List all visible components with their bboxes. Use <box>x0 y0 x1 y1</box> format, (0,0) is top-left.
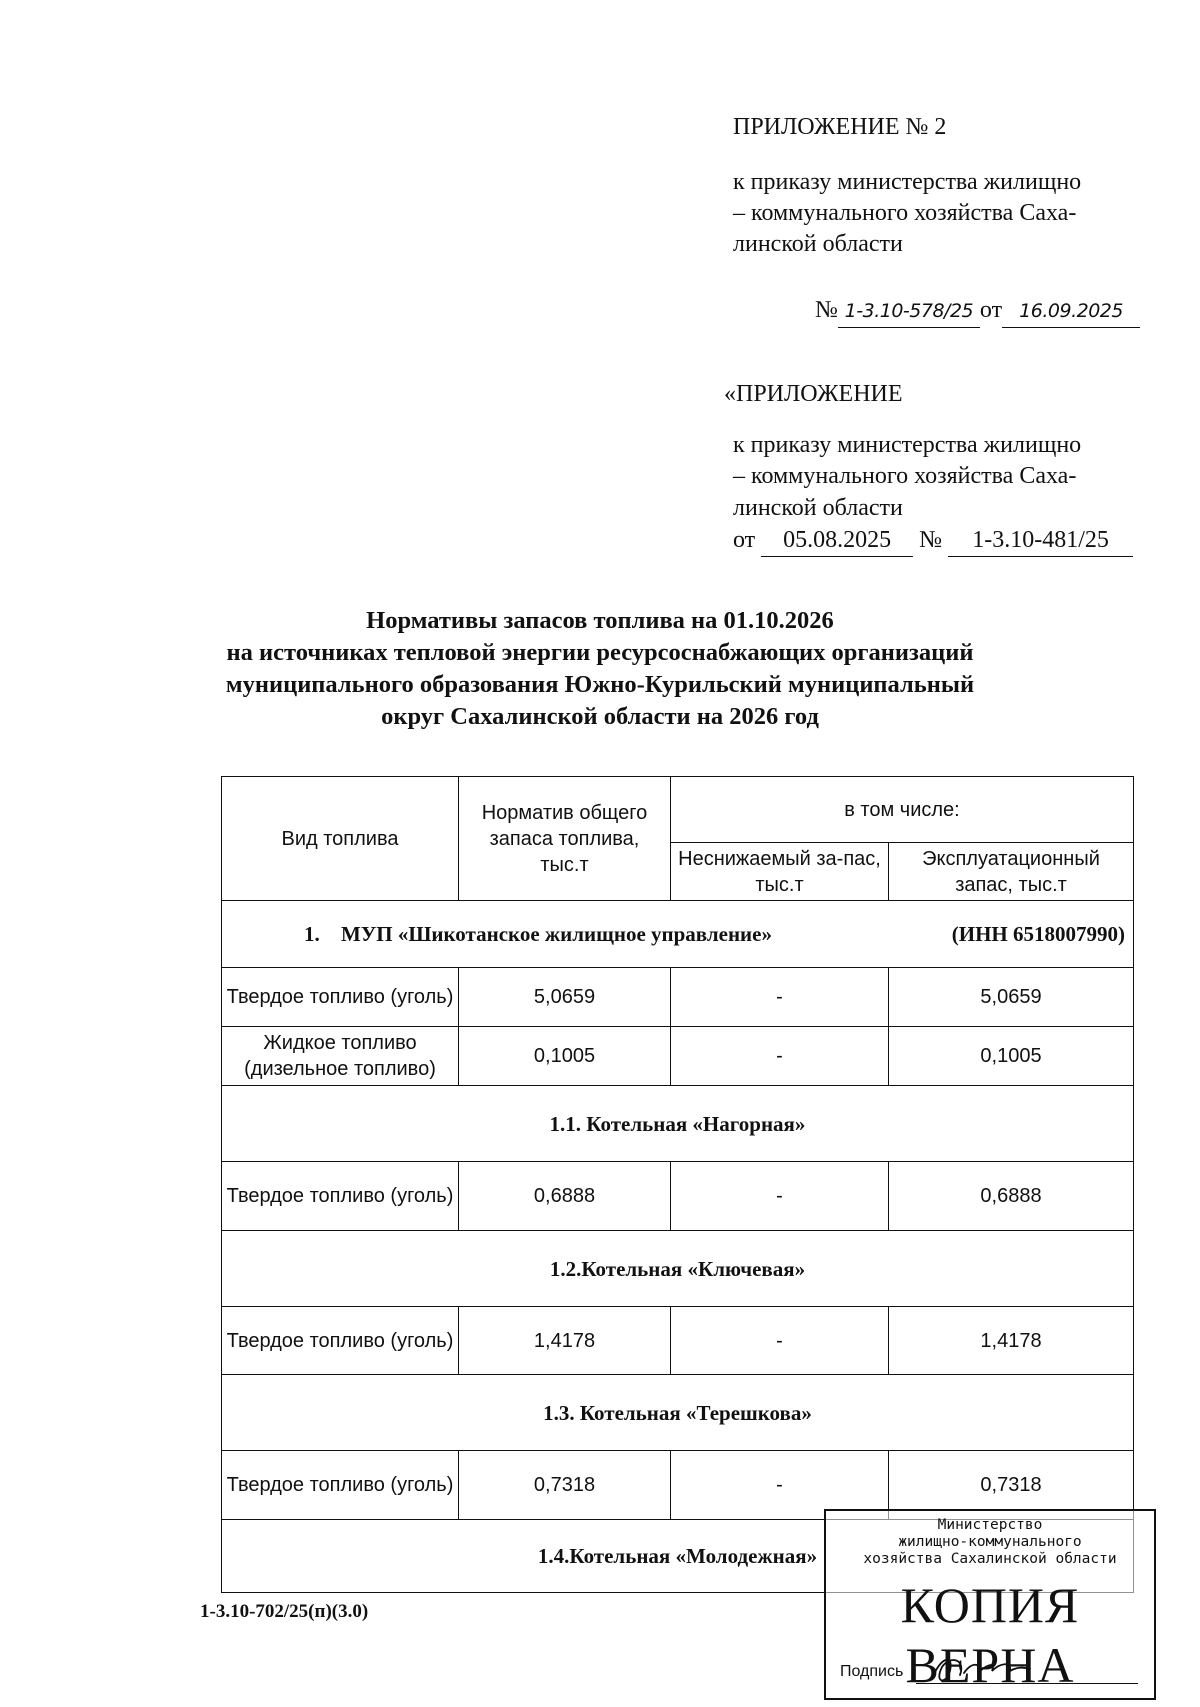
stamp-main-text: КОПИЯ ВЕРНА <box>900 1577 1080 1693</box>
cell-reserve: - <box>671 1027 889 1086</box>
appendix-line-3: линской области <box>733 231 903 257</box>
cell-operational: 5,0659 <box>889 968 1134 1027</box>
doc-number: 1-3.10-702/25(п)(3.0) <box>200 1601 369 1622</box>
org-cell <box>222 901 1134 968</box>
section-title: 1.3. Котельная «Терешкова» <box>222 1375 1134 1451</box>
orig-appendix-line-2: – коммунального хозяйства Саха- <box>733 463 1077 489</box>
orig-appendix-title: «ПРИЛОЖЕНИЕ <box>724 381 903 407</box>
copy-certified-stamp <box>824 1509 1156 1700</box>
appendix-line-1: к приказу министерства жилищно <box>733 169 1082 195</box>
cell-total: 0,6888 <box>459 1162 671 1231</box>
orig-appendix-date: 05.08.2025 <box>761 525 913 557</box>
table-row <box>222 1307 1134 1375</box>
appendix-line-2: – коммунального хозяйства Саха- <box>733 200 1077 226</box>
orig-appendix-line-3: линской области <box>733 495 903 521</box>
table-header-row <box>222 777 1134 843</box>
cell-operational: 0,6888 <box>889 1162 1134 1231</box>
section-row <box>222 1086 1134 1162</box>
cell-total: 0,1005 <box>459 1027 671 1086</box>
doc-title-line-3: муниципального образования Южно-Курильский муниципальный <box>225 671 975 698</box>
appendix-title: ПРИЛОЖЕНИЕ № 2 <box>733 114 947 140</box>
cell-operational: 0,1005 <box>889 1027 1134 1086</box>
orig-appendix-line-1: к приказу министерства жилищно <box>733 432 1082 458</box>
cell-fuel: Твердое топливо (уголь) <box>222 1451 459 1520</box>
doc-title-line-1: Нормативы запасов топлива на 01.10.2026 <box>366 607 834 634</box>
cell-reserve: - <box>671 1451 889 1520</box>
cell-fuel: Твердое топливо (уголь) <box>222 1307 459 1375</box>
appendix-from-value: 16.09.2025 <box>1002 296 1140 328</box>
section-row <box>222 1375 1134 1451</box>
org-row <box>222 901 1134 968</box>
cell-fuel: Жидкое топливо (дизельное топливо) <box>222 1027 459 1086</box>
cell-operational: 1,4178 <box>889 1307 1134 1375</box>
header-including: в том числе: <box>671 777 1134 843</box>
cell-fuel: Твердое топливо (уголь) <box>222 1162 459 1231</box>
header-total: Норматив общего запаса топлива, тыс.т <box>459 777 671 901</box>
table-row <box>222 1027 1134 1086</box>
cell-total: 5,0659 <box>459 968 671 1027</box>
orig-appendix-order-ref <box>733 525 1133 557</box>
stamp-signature-label: Подпись <box>840 1663 904 1680</box>
appendix-from-label: от <box>979 297 1003 323</box>
fuel-norms-table <box>221 776 1134 1593</box>
stamp-line-3: хозяйства Сахалинской области <box>863 1551 1117 1567</box>
cell-total: 0,7318 <box>459 1451 671 1520</box>
cell-reserve: - <box>671 1162 889 1231</box>
cell-fuel: Твердое топливо (уголь) <box>222 968 459 1027</box>
section-row <box>222 1231 1134 1307</box>
section-title: 1.1. Котельная «Нагорная» <box>222 1086 1134 1162</box>
table-row <box>222 1162 1134 1231</box>
stamp-line-1: Министерство <box>937 1517 1043 1533</box>
orig-appendix-number: 1-3.10-481/25 <box>948 525 1133 557</box>
appendix-no-value: 1-3.10-578/25 <box>838 296 980 328</box>
org-number: 1. <box>304 922 320 946</box>
org-name: МУП «Шикотанское жилищное управление» <box>341 922 772 946</box>
stamp-org <box>826 1517 1154 1568</box>
signature-icon <box>926 1649 1036 1689</box>
appendix-no-label: № <box>815 297 838 323</box>
header-reserve: Неснижаемый за-пас, тыс.т <box>671 843 889 901</box>
cell-reserve: - <box>671 968 889 1027</box>
doc-title-line-2: на источниках тепловой энергии ресурсоснабжающих организаций <box>226 639 974 666</box>
doc-title-line-4: округ Сахалинской области на 2026 год <box>381 703 819 730</box>
orig-appendix-no-label: № <box>919 527 943 553</box>
appendix-order-ref <box>815 295 1140 328</box>
cell-reserve: - <box>671 1307 889 1375</box>
section-title: 1.4.Котельная «Молодежная» <box>222 1520 1134 1593</box>
org-inn: (ИНН 6518007990) <box>951 922 1125 946</box>
header-operational: Эксплуатационный запас, тыс.т <box>889 843 1134 901</box>
section-title: 1.2.Котельная «Ключевая» <box>222 1231 1134 1307</box>
header-fuel-type: Вид топлива <box>222 777 459 901</box>
stamp-line-2: жилищно-коммунального <box>898 1534 1082 1550</box>
table-row <box>222 968 1134 1027</box>
cell-total: 1,4178 <box>459 1307 671 1375</box>
cell-operational: 0,7318 <box>889 1451 1134 1520</box>
orig-appendix-from-label: от <box>733 527 756 553</box>
